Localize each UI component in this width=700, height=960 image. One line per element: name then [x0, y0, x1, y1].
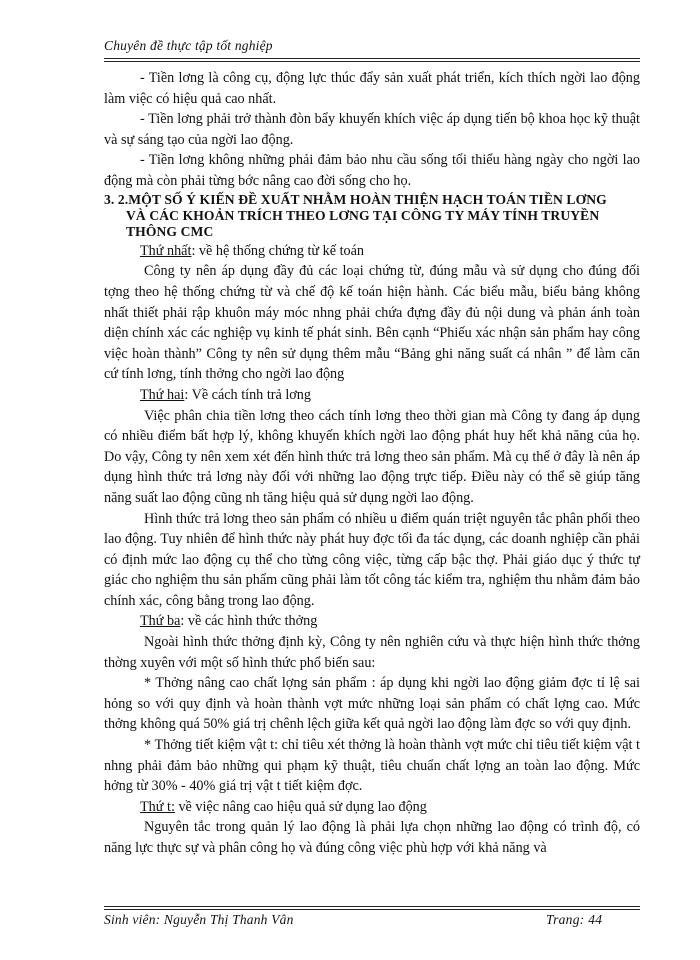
- footer-page-number: Trang: 44: [546, 912, 603, 927]
- page-header: Chuyên đề thực tập tốt nghiệp: [104, 38, 640, 59]
- subheading-label: Thứ nhất: [140, 242, 192, 259]
- section-heading: [104, 192, 640, 241]
- section-heading-line1: 3. 2.MỘT SỐ Ý KIẾN ĐỀ XUẤT NHẰM HOÀN THIỆN HẠCH TOÁN TIỀN LƠNG: [104, 191, 607, 207]
- subheading-third: [104, 611, 640, 632]
- body-paragraph: Hình thức trả lơng theo sản phẩm có nhiều u điểm quán triệt nguyên tắc phân phối theo lao động. Tuy nhiên để hình thức này phát huy đợc tối đa tác dụng, các doanh nghiệp cần phải có định mức lao động cụ thể cho từng công việc, từng cấp bậc thợ. Phải giáo dục ý thức tự giác cho nghiệm thu sản phẩm cũng phải làm tốt công tác kiểm tra, nghiệm thu nhằm đảm bảo chính xác, công bằng trong lao động.: [104, 510, 640, 609]
- page-content: [104, 68, 640, 859]
- subheading-text: : về các hình thức thởng: [180, 613, 318, 630]
- body-paragraph: Ngoài hình thức thởng định kỳ, Công ty nên nghiên cứu và thực hiện hình thức thởng thờng xuyên với một số hình thức phổ biến sau:: [104, 634, 640, 671]
- subheading-text: về việc nâng cao hiệu quả sử dụng lao động: [174, 798, 427, 815]
- subheading-text: : Về cách tính trả lơng: [184, 386, 311, 403]
- body-paragraph: Việc phân chia tiền lơng theo cách tính lơng theo thời gian mà Công ty đang áp dụng có nhiều điểm bất hợp lý, không khuyến khích ngời lao động phát huy hết khả năng của họ. Do vậy, Công ty nên xem xét đến hình thức trả lơng theo sản phẩm. Mà cụ thể ở đây là nên áp dụng hình thức trả lơng này đối với những lao động trực tiếp. Điều này có thể sẽ giúp tăng năng suất lao động cũng nh tăng hiệu quả sử dụng ngời lao động.: [104, 407, 640, 506]
- subheading-first: [104, 241, 640, 262]
- subheading-fourth: [104, 797, 640, 818]
- bullet-paragraph: - Tiền lơng phải trở thành đòn bẩy khuyến khích việc áp dụng tiến bộ khoa học kỹ thuật và sự sáng tạo của ngời lao động.: [104, 111, 640, 148]
- bullet-paragraph: - Tiền lơng là công cụ, động lực thúc đẩy sản xuất phát triển, kích thích ngời lao động làm việc có hiệu quả cao nhất.: [104, 70, 640, 107]
- subheading-text: : về hệ thống chứng từ kế toán: [191, 242, 365, 259]
- body-paragraph: Công ty nên áp dụng đầy đủ các loại chứng từ, đúng mẫu và sử dụng cho đúng đối tợng theo hệ thống chứng từ và chế độ kế toán hiện hành. Các biểu mẫu, biểu bảng không nhất thiết phải rập khuôn máy móc nhng phải chứa đựng đầy đủ nội dung và phản ánh toàn diện chính xác các nghiệp vụ kinh tế phát sinh. Bên cạnh “Phiếu xác nhận sản phẩm hay công việc hoàn thành” Công ty nên sử dụng thêm mẫu “Bảng ghi năng suất cá nhân ” để làm căn cứ tính lơng, tính thởng cho ngời lao động: [104, 263, 640, 383]
- body-paragraph: * Thởng nâng cao chất lợng sản phẩm : áp dụng khi ngời lao động giảm đợc tỉ lệ sai hỏng so với quy định và hoàn thành vợt mức những loại sản phẩm có chất lợng cao. Mức thởng không quá 50% giá trị chênh lệch giữa kết quả ngời lao động làm đợc so với quy định.: [104, 675, 640, 733]
- subheading-second: [104, 385, 640, 406]
- body-paragraph: Nguyên tắc trong quản lý lao động là phải lựa chọn những lao động có trình độ, có năng lực thực sự và phân công họ và đúng công việc phù hợp với khả năng và: [104, 819, 640, 856]
- subheading-label: Thứ ba: [140, 613, 181, 630]
- footer-rule-double: [104, 909, 640, 910]
- body-paragraph: * Thởng tiết kiệm vật t: chỉ tiêu xét thởng là hoàn thành vợt mức chỉ tiêu tiết kiệm vật t nhng phải đảm bảo những qui phạm kỹ thuật, tiêu chuẩn chất lợng an toàn lao động. Mức hởng từ 30% - 40% giá trị vật t tiết kiệm đợc.: [104, 737, 640, 795]
- bullet-paragraph: - Tiền lơng không những phải đảm bảo nhu cầu sống tối thiểu hàng ngày cho ngời lao động mà còn phải từng bớc nâng cao đời sống cho họ.: [104, 152, 640, 189]
- subheading-label: Thứ hai: [140, 386, 185, 403]
- footer-student-name: Sinh viên: Nguyễn Thị Thanh Vân: [104, 912, 294, 927]
- subheading-label: Thứ t:: [140, 798, 175, 815]
- footer-rule: [104, 906, 640, 907]
- header-rule: [104, 61, 640, 62]
- section-heading-line2: VÀ CÁC KHOẢN TRÍCH THEO LƠNG TẠI CÔNG TY MÁY TÍNH TRUYỀN THÔNG CMC: [126, 207, 600, 240]
